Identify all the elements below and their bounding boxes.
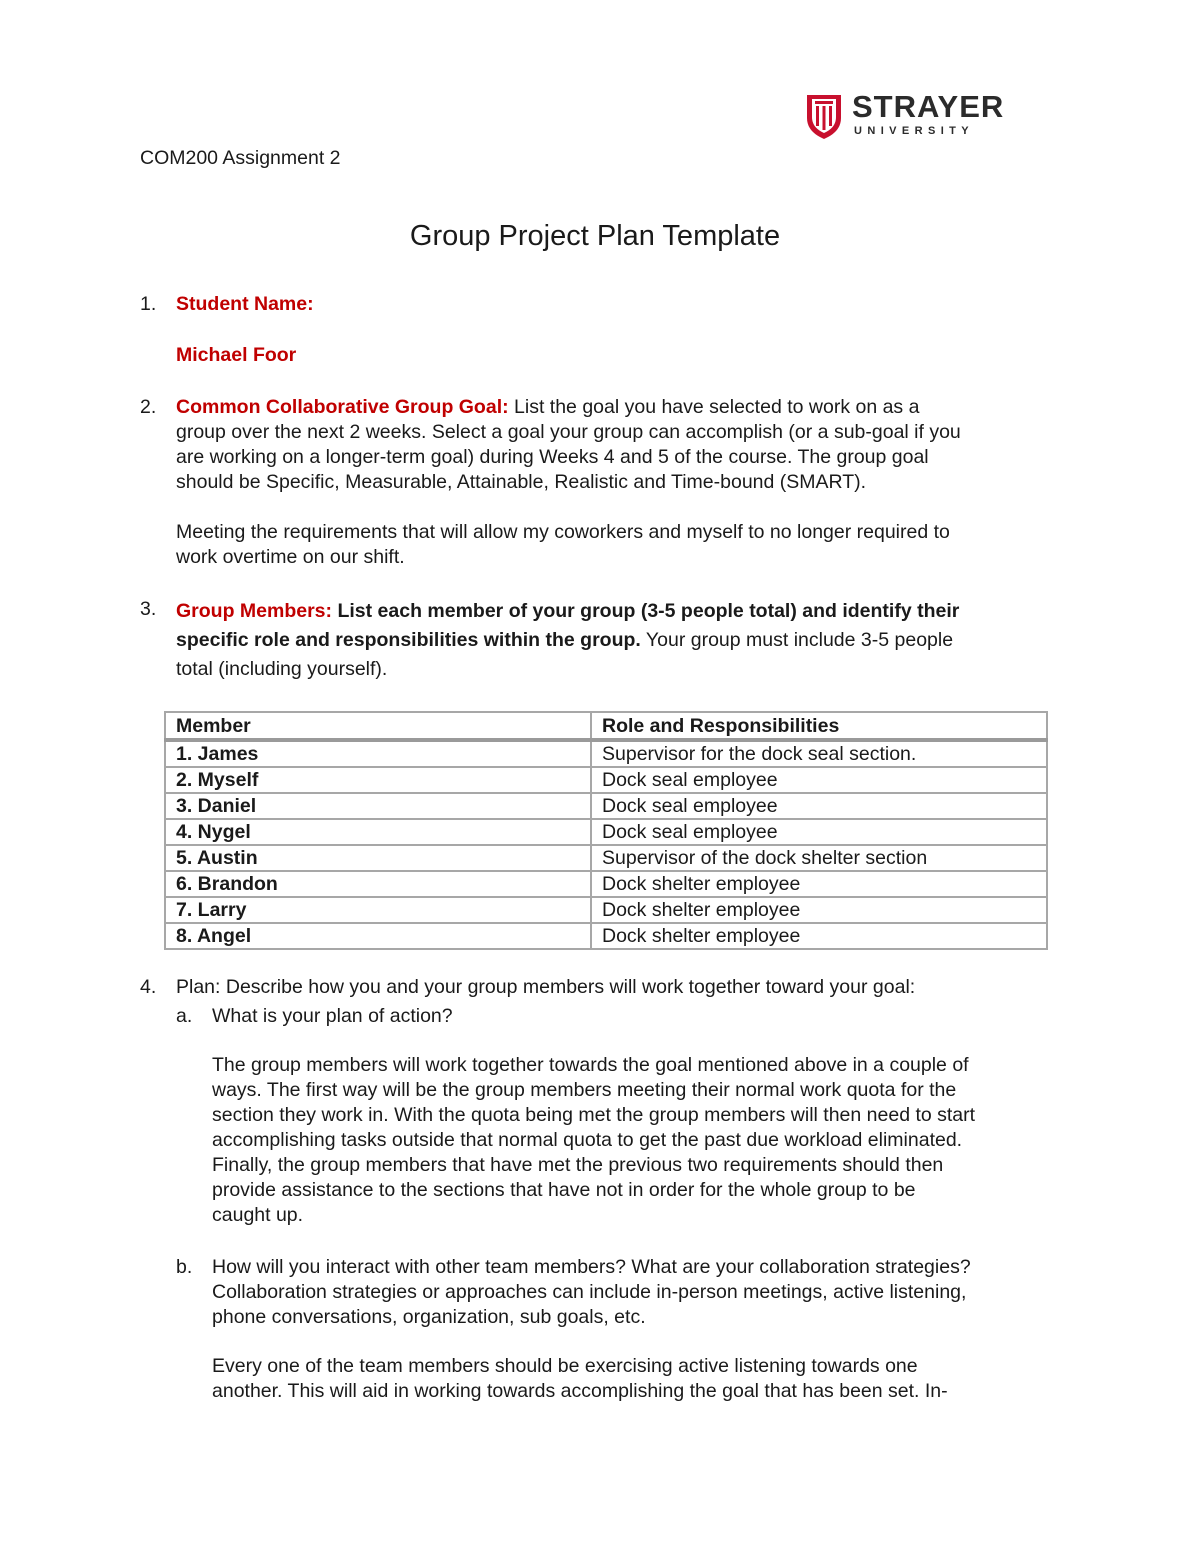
section-2-line: are working on a longer-term goal) during Weeks 4 and 5 of the course. The group goal <box>176 446 929 468</box>
table-row <box>165 845 1047 871</box>
table-header-row <box>165 712 1047 740</box>
section-3-text: Your group must include 3-5 people <box>645 629 954 651</box>
section-2-line: group over the next 2 weeks. Select a goal your group can accomplish (or a sub-goal if you <box>176 421 961 443</box>
strayer-logo <box>804 90 1014 142</box>
header-role: Role and Responsibilities <box>591 712 1047 740</box>
table-row <box>165 819 1047 845</box>
header-member: Member <box>165 712 591 740</box>
section-4-number: 4. <box>140 976 157 998</box>
section-3-number: 3. <box>140 598 157 620</box>
strayer-shield-icon <box>804 92 844 140</box>
answer-line: section they work in. With the quota being met the group members will then need to start <box>212 1104 976 1126</box>
member-cell: 2. Myself <box>165 767 591 793</box>
answer-line: another. This will aid in working towards accomplishing the goal that has been set. In- <box>212 1380 948 1402</box>
item-a-letter: a. <box>176 1005 193 1027</box>
section-2-prompt <box>176 395 1056 495</box>
question-line: phone conversations, organization, sub goals, etc. <box>212 1306 646 1328</box>
section-3-bold: List each member of your group (3-5 people total) and identify their <box>337 600 960 622</box>
answer-line: ways. The first way will be the group members meeting their normal work quota for the <box>212 1079 957 1101</box>
role-cell: Dock shelter employee <box>591 871 1047 897</box>
page-title: Group Project Plan Template <box>409 220 781 252</box>
logo-subtitle: UNIVERSITY <box>854 125 975 137</box>
role-cell: Dock seal employee <box>591 793 1047 819</box>
answer-line: accomplishing tasks outside that normal quota to get the past due workload eliminated. <box>212 1129 963 1151</box>
section-3-bold: specific role and responsibilities within the group. <box>176 629 641 651</box>
answer-line: Every one of the team members should be exercising active listening towards one <box>212 1355 918 1377</box>
student-name-label: Student Name: <box>176 293 314 315</box>
table-row <box>165 793 1047 819</box>
member-cell: 1. James <box>165 740 591 767</box>
logo-wordmark: STRAYER <box>852 89 1005 124</box>
role-cell: Dock shelter employee <box>591 897 1047 923</box>
group-goal-answer <box>176 520 1056 570</box>
plan-of-action-answer <box>212 1053 1062 1228</box>
group-members-table <box>164 711 1048 950</box>
collaboration-question <box>212 1255 1062 1330</box>
collaboration-answer <box>212 1354 1062 1404</box>
table-row <box>165 767 1047 793</box>
question-line: How will you interact with other team members? What are your collaboration strategies? <box>212 1256 971 1278</box>
answer-line: Finally, the group members that have met the previous two requirements should then <box>212 1154 944 1176</box>
table-row <box>165 923 1047 949</box>
group-goal-label: Common Collaborative Group Goal: <box>176 396 509 418</box>
student-name-value: Michael Foor <box>176 344 297 366</box>
section-2-line: should be Specific, Measurable, Attainable, Realistic and Time-bound (SMART). <box>176 471 867 493</box>
answer-line: The group members will work together towards the goal mentioned above in a couple of <box>212 1054 969 1076</box>
role-cell: Dock seal employee <box>591 767 1047 793</box>
table-row <box>165 897 1047 923</box>
role-cell: Supervisor for the dock seal section. <box>591 740 1047 767</box>
table-row <box>165 740 1047 767</box>
question-line: Collaboration strategies or approaches can include in-person meetings, active listening, <box>212 1281 967 1303</box>
answer-line: Meeting the requirements that will allow my coworkers and myself to no longer required to <box>176 521 950 543</box>
answer-line: work overtime on our shift. <box>176 546 405 568</box>
section-3-text: total (including yourself). <box>176 658 388 680</box>
member-cell: 3. Daniel <box>165 793 591 819</box>
course-label: COM200 Assignment 2 <box>140 147 341 169</box>
answer-line: caught up. <box>212 1204 304 1226</box>
member-cell: 6. Brandon <box>165 871 591 897</box>
section-2-number: 2. <box>140 396 157 418</box>
role-cell: Dock seal employee <box>591 819 1047 845</box>
section-2-line: List the goal you have selected to work on as a <box>514 396 920 418</box>
member-cell: 5. Austin <box>165 845 591 871</box>
answer-line: provide assistance to the sections that have not in order for the whole group to be <box>212 1179 916 1201</box>
table-row <box>165 871 1047 897</box>
member-cell: 7. Larry <box>165 897 591 923</box>
plan-intro: Plan: Describe how you and your group members will work together toward your goal: <box>176 976 916 998</box>
section-1-number: 1. <box>140 293 157 315</box>
item-b-letter: b. <box>176 1256 193 1278</box>
plan-of-action-question: What is your plan of action? <box>212 1005 453 1027</box>
group-members-label: Group Members: <box>176 600 333 622</box>
role-cell: Dock shelter employee <box>591 923 1047 949</box>
member-cell: 8. Angel <box>165 923 591 949</box>
member-cell: 4. Nygel <box>165 819 591 845</box>
section-3-prompt <box>176 597 1056 684</box>
role-cell: Supervisor of the dock shelter section <box>591 845 1047 871</box>
